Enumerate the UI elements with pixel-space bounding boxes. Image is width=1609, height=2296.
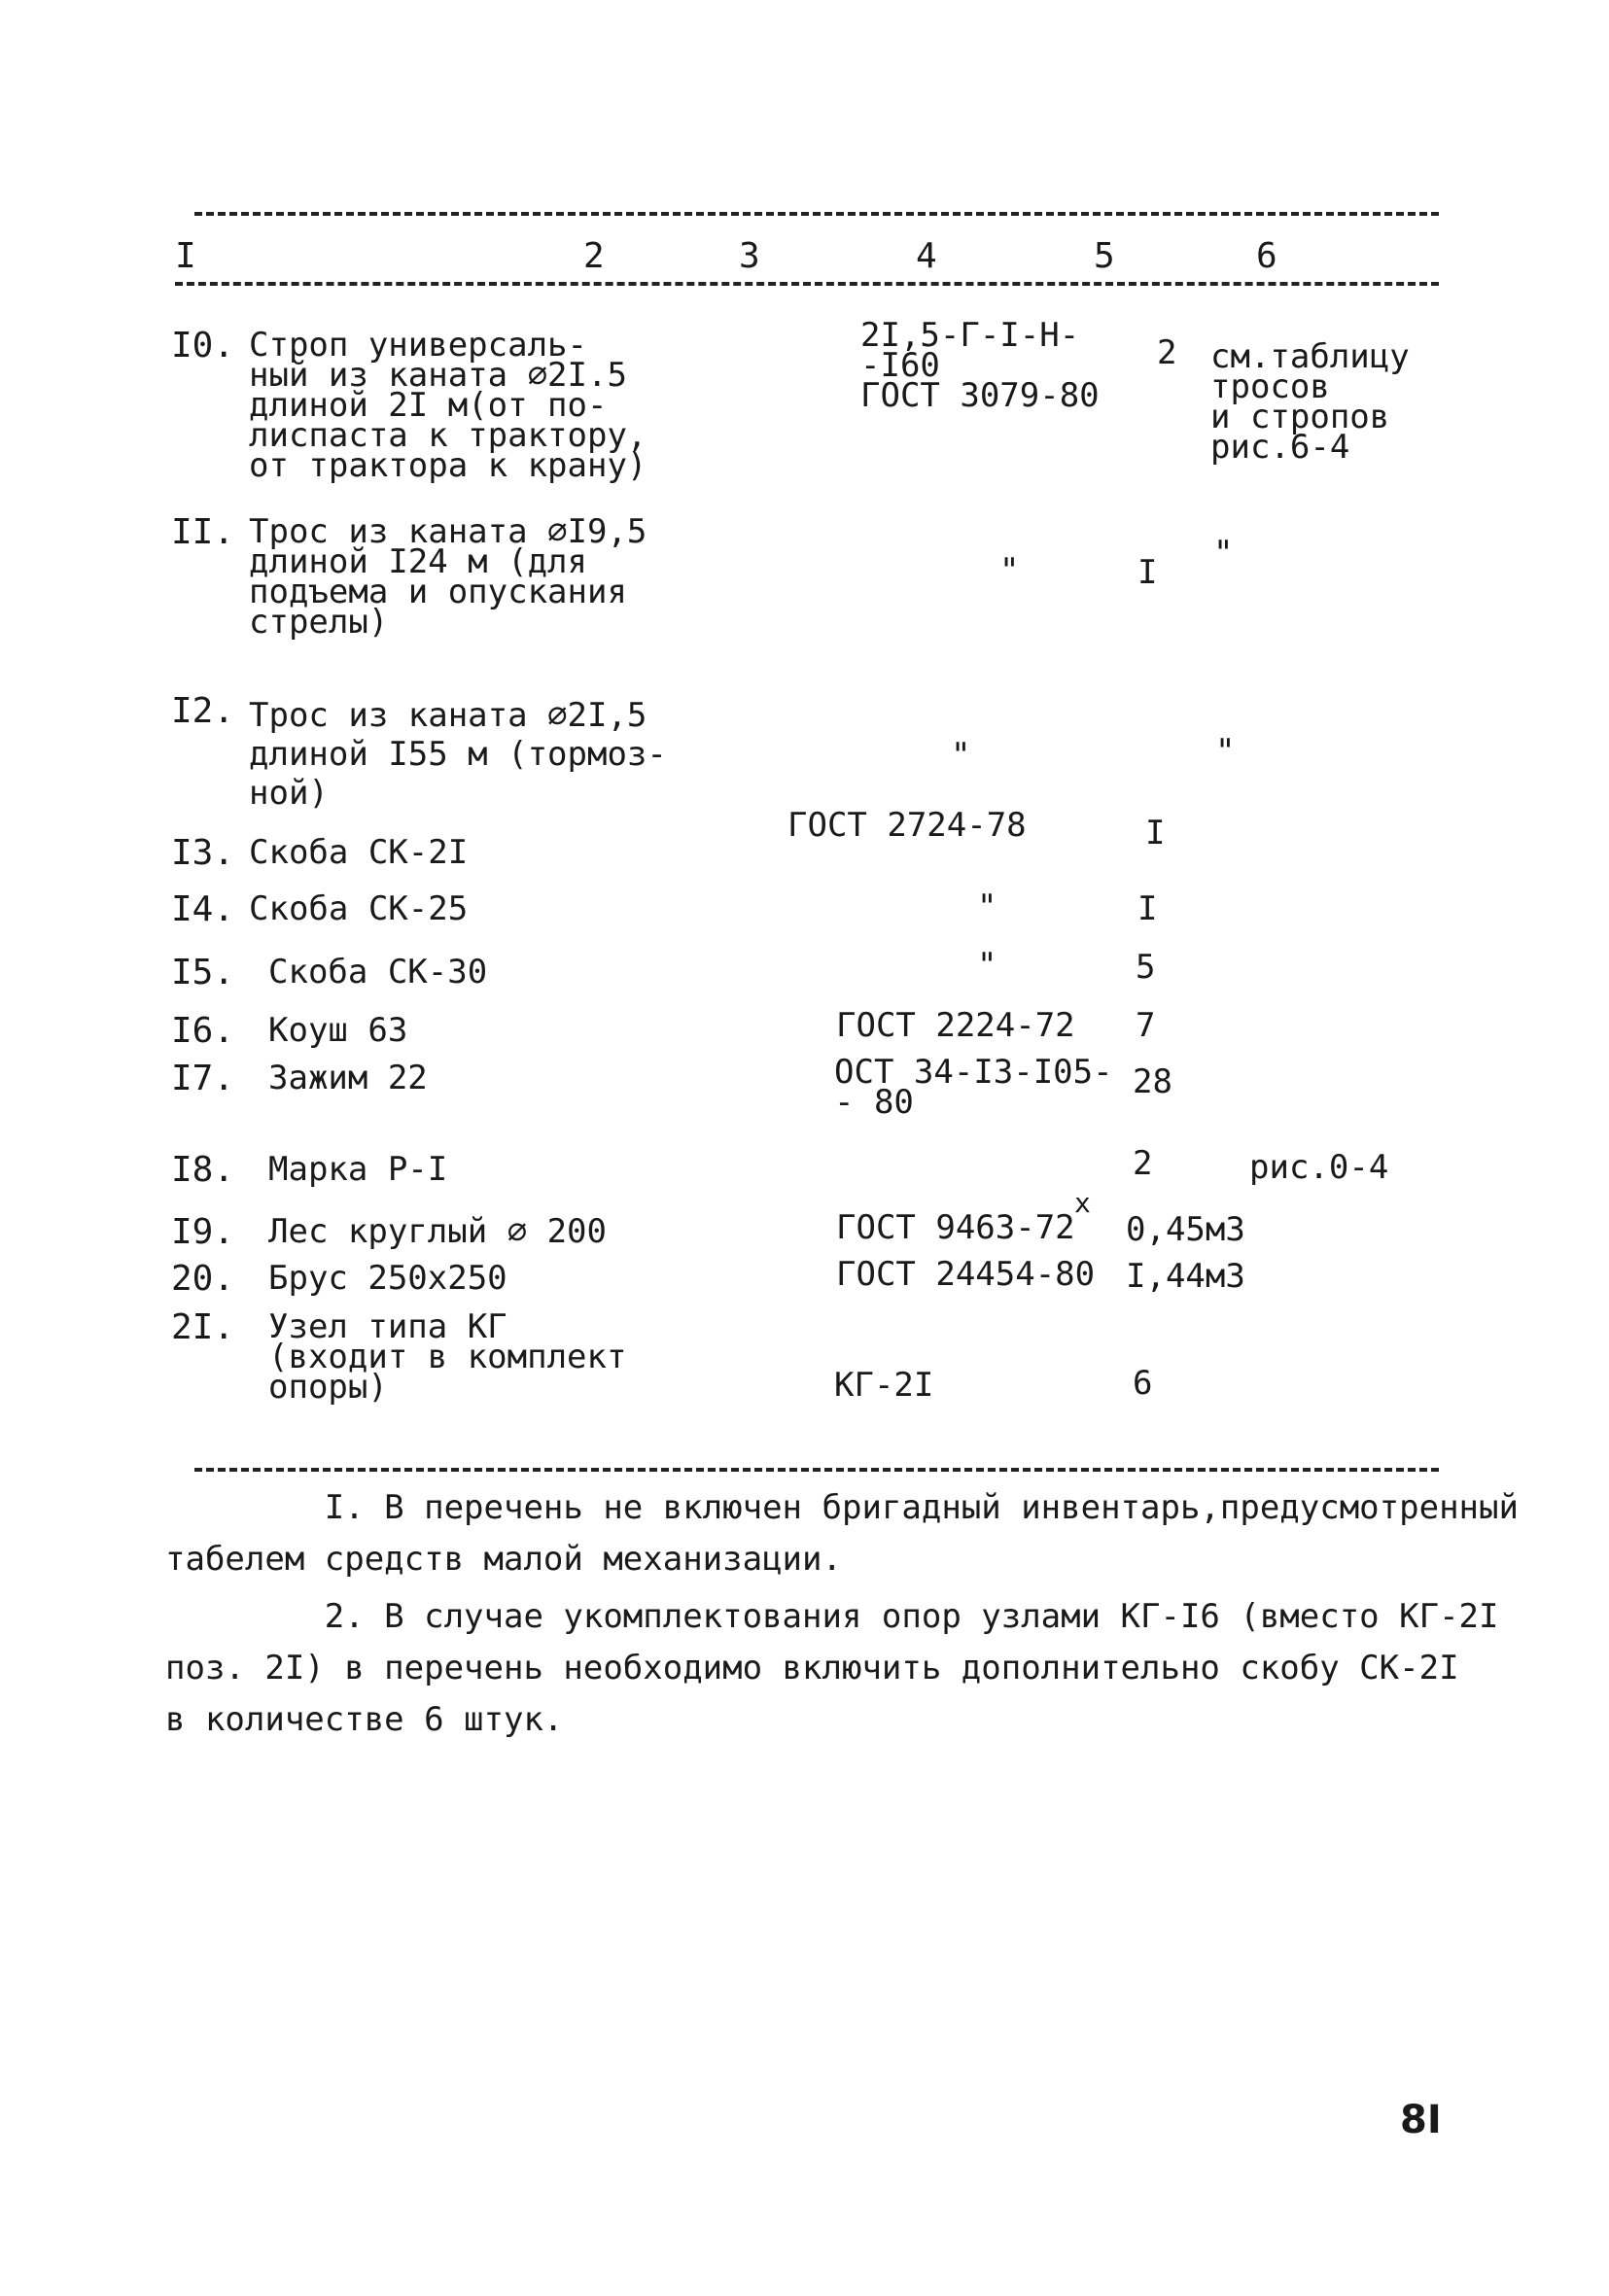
row-number: I5. (171, 953, 235, 992)
item-name: Строп универсаль- ный из каната ⌀2I.5 длиной 2I м(от по- лиспаста к трактору, от трактора к крану) (249, 326, 647, 485)
item-qty: 6 (1133, 1364, 1153, 1403)
footnote-mark: x (1074, 1187, 1091, 1219)
item-spec: " (977, 887, 997, 926)
item-name: Зажим 22 (268, 1059, 428, 1097)
item-note: " (1213, 534, 1234, 573)
col-header-2: 2 (583, 236, 605, 276)
col-header-1: I (175, 236, 196, 276)
row-number: 2I. (171, 1307, 235, 1347)
item-name: Скоба СК-30 (268, 953, 488, 991)
item-name: Трос из каната ⌀2I,5 длиной I55 м (тормоз- ной) (249, 696, 667, 813)
row-number: I0. (171, 326, 235, 365)
row-number: I3. (171, 833, 235, 873)
row-number: I4. (171, 889, 235, 929)
row-number: I6. (171, 1011, 235, 1051)
item-name: Узел типа КГ (входит в комплект опоры) (268, 1307, 627, 1407)
item-spec: ОСТ 34-I3-I05- - 80 (834, 1053, 1113, 1122)
item-spec: 2I,5-Г-I-Н- -I60 ГОСТ 3079-80 (860, 316, 1100, 415)
item-spec: ГОСТ 2224-72 (836, 1006, 1075, 1045)
item-qty: 28 (1133, 1062, 1172, 1101)
item-qty: 0,45м3 (1126, 1210, 1245, 1249)
item-name: Брус 250х250 (268, 1259, 507, 1298)
col-header-4: 4 (916, 236, 937, 276)
item-qty: 2 (1157, 333, 1177, 372)
col-header-5: 5 (1094, 236, 1115, 276)
item-note: рис.0-4 (1249, 1148, 1389, 1187)
item-note: " (1215, 732, 1236, 771)
item-name: Марка Р-I (268, 1150, 448, 1189)
item-qty: I (1137, 553, 1158, 592)
note-2: 2. В случае укомплектования опор узлами КГ-I6 (вместо КГ-2I поз. 2I) в перечень необходимо включить дополнительно скобу СК-2I в количестве 6 штук. (165, 1597, 1499, 1739)
item-name: Скоба СК-2I (249, 833, 469, 872)
page-number: 8I (1400, 2098, 1442, 2142)
item-qty: 2 (1133, 1144, 1153, 1183)
row-number: II. (171, 512, 235, 552)
item-name: Трос из каната ⌀I9,5 длиной I24 м (для подъема и опускания стрелы) (249, 512, 647, 642)
col-header-3: 3 (739, 236, 760, 276)
note-1: I. В перечень не включен бригадный инвентарь,предусмотренный табелем средств малой механизации. (165, 1488, 1519, 1579)
item-spec: " (977, 946, 997, 985)
item-qty: I (1145, 814, 1166, 852)
item-spec: " (951, 736, 971, 775)
row-number: I9. (171, 1212, 235, 1252)
item-spec: КГ-2I (834, 1366, 934, 1405)
item-spec: ГОСТ 9463-72 (836, 1208, 1075, 1247)
row-number: I7. (171, 1059, 235, 1098)
row-number: 20. (171, 1259, 235, 1299)
item-name: Лес круглый ⌀ 200 (268, 1212, 607, 1251)
item-spec: " (999, 551, 1020, 590)
item-qty: I (1137, 889, 1158, 928)
bottom-dashed-rule (194, 1468, 1439, 1472)
row-number: I2. (171, 691, 235, 731)
item-qty: I,44м3 (1126, 1257, 1245, 1296)
item-name: Коуш 63 (268, 1011, 408, 1050)
item-name: Скоба СК-25 (249, 889, 469, 928)
item-note: см.таблицу тросов и стропов рис.6-4 (1210, 337, 1410, 467)
item-spec: ГОСТ 2724-78 (787, 806, 1027, 845)
col-header-6: 6 (1256, 236, 1277, 276)
row-number: I8. (171, 1150, 235, 1190)
column-header-row (175, 235, 1439, 286)
top-dashed-rule (194, 212, 1439, 216)
item-spec: ГОСТ 24454-80 (836, 1255, 1096, 1294)
item-qty: 7 (1136, 1006, 1156, 1045)
item-qty: 5 (1136, 948, 1156, 987)
